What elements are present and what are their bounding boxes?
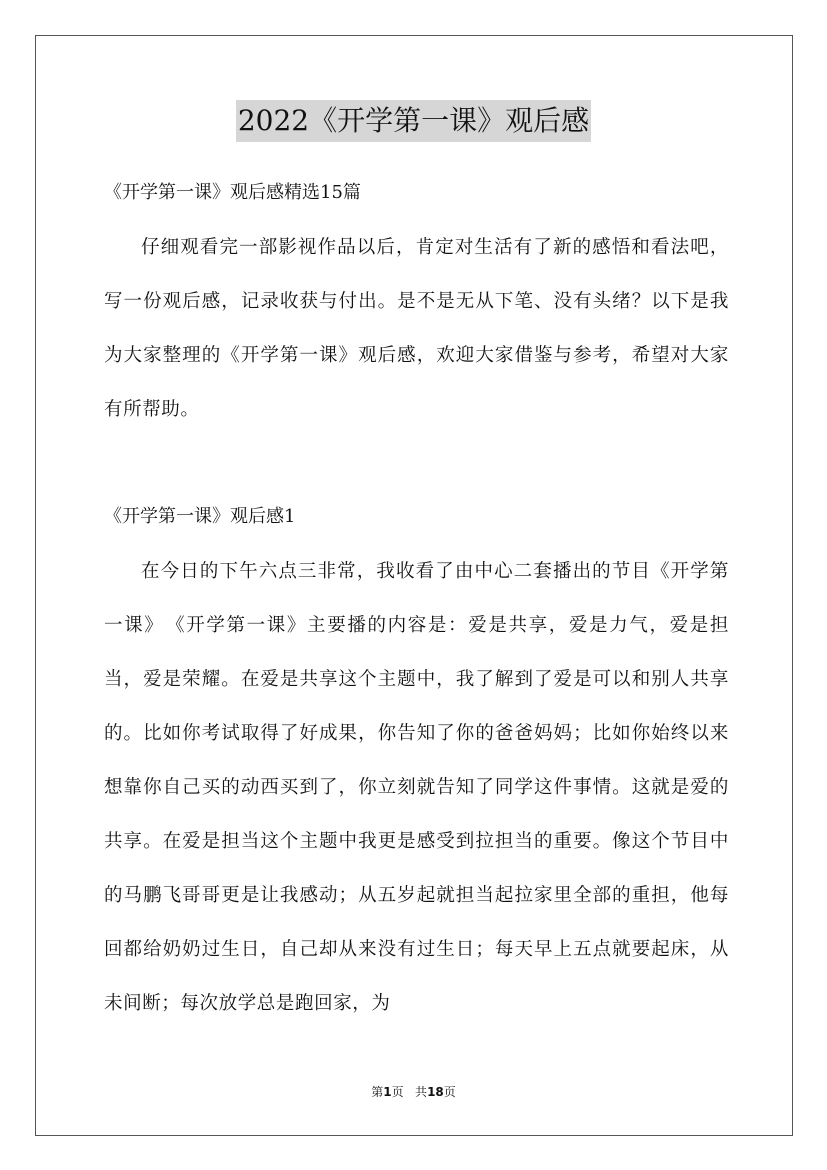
section-heading: 《开学第一课》观后感1 xyxy=(104,506,296,527)
page-label-prefix: 第 xyxy=(371,1085,384,1099)
body-paragraph xyxy=(104,545,729,1031)
intro-text: 仔细观看完一部影视作品以后，肯定对生活有了新的感悟和看法吧，写一份观后感，记录收获与付出。是不是无从下笔、没有头绪？以下是我为大家整理的《开学第一课》观后感，欢迎大家借鉴与参考，希望对大家有所帮助。 xyxy=(104,237,729,420)
total-pages: 18 xyxy=(427,1085,444,1099)
page-label-suffix: 页 xyxy=(391,1085,404,1099)
total-label-suffix: 页 xyxy=(443,1085,456,1099)
total-label-prefix: 共 xyxy=(415,1085,428,1099)
document-subtitle: 《开学第一课》观后感精选15篇 xyxy=(104,182,361,203)
page-footer xyxy=(0,1083,827,1101)
title-container xyxy=(0,100,827,142)
body-text: 在今日的下午六点三非常，我收看了由中心二套播出的节目《开学第一课》 《开学第一课》主要播的内容是：爱是共享，爱是力气，爱是担当，爱是荣耀。在爱是共享这个主题中，我了解到了爱是可以和别人共享的。比如你考试取得了好成果，你告知了你的爸爸妈妈；比如你始终以来想靠你自己买的动西买到了，你立刻就告知了同学这件事情。这就是爱的共享。在爱是担当这个主题中我更是感受到拉担当的重要。像这个节目中的马鹏飞哥哥更是让我感动；从五岁起就担当起拉家里全部的重担，他每回都给奶奶过生日，自己却从来没有过生日；每天早上五点就要起床，从未间断；每次放学总是跑回家，为 xyxy=(104,561,729,1014)
document-title: 2022《开学第一课》观后感 xyxy=(236,100,591,142)
intro-paragraph xyxy=(104,221,729,437)
page-number: 1 xyxy=(383,1085,392,1099)
